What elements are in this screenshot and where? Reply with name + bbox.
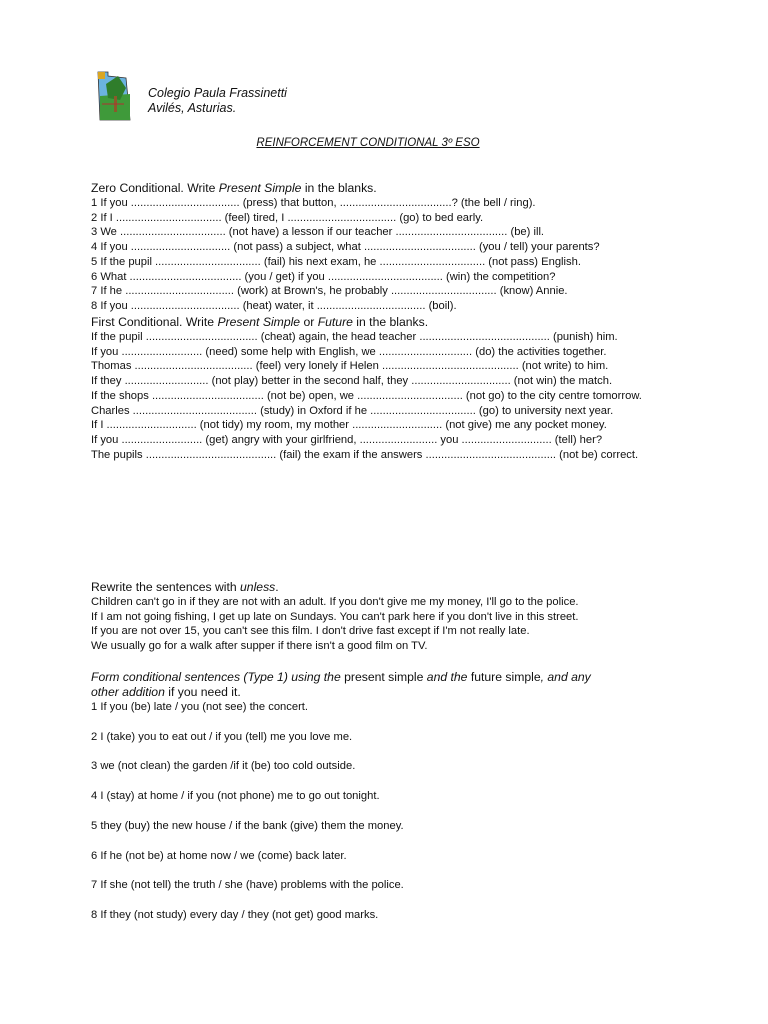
- exercise-item: 7 If she (not tell) the truth / she (have) problems with the police.: [91, 879, 404, 892]
- exercise-line: 1 If you ................................... (press) that button, ....................................? (the bell / ring).: [91, 197, 536, 209]
- exercise-line: 4 If you ................................ (not pass) a subject, what .................................... (you / tell) your parents?: [91, 241, 600, 254]
- first-conditional-section: [91, 315, 691, 462]
- first-conditional-heading: [91, 315, 691, 330]
- heading-emphasis: Present Simple: [217, 315, 301, 329]
- heading-emphasis: Present Simple: [218, 181, 302, 195]
- heading-emphasis: and the: [423, 670, 471, 684]
- exercise-line: If I ............................. (not tidy) my room, my mother ............................. (not give) me any pocket money.: [91, 419, 607, 432]
- zero-conditional-section: [91, 181, 691, 314]
- exercise-line: If you .......................... (get) angry with your girlfriend, ......................... you ............................. (tell) her?: [91, 433, 603, 446]
- exercise-line: The pupils .......................................... (fail) the exam if the answers .......................................... (not be) correct.: [91, 448, 639, 461]
- exercise-line: If you are not over 15, you can't see this film. I don't drive fast except if I'm not really late.: [91, 625, 530, 638]
- heading-text: First Conditional. Write: [91, 315, 218, 329]
- exercise-item: 3 we (not clean) the garden /if it (be) too cold outside.: [91, 760, 356, 773]
- exercise-line: Children can't go in if they are not with an adult. If you don't give me my money, I'll go to the police.: [91, 596, 579, 608]
- heading-text: or: [300, 315, 318, 329]
- exercise-line: If they ........................... (not play) better in the second half, they ................................ (not win) the match.: [91, 375, 613, 388]
- school-name: Colegio Paula Frassinetti: [148, 86, 287, 100]
- heading-emphasis: , and any: [540, 670, 591, 684]
- unless-heading: [91, 580, 691, 595]
- exercise-line: 5 If the pupil .................................. (fail) his next exam, he .................................. (not pass) English.: [91, 255, 581, 268]
- exercise-line: 7 If he ................................... (work) at Brown's, he probably .................................. (know) Annie.: [91, 285, 568, 298]
- exercise-line: Charles ........................................ (study) in Oxford if he .................................. (go) to university next year.: [91, 404, 614, 417]
- heading-text: in the blanks.: [352, 315, 429, 329]
- heading-text: Rewrite the sentences with: [91, 580, 241, 594]
- exercise-line: If the pupil .................................... (cheat) again, the head teacher .......................................... (punish) him.: [91, 331, 618, 343]
- heading-emphasis: unless: [240, 580, 276, 594]
- exercise-line: 2 If I .................................. (feel) tired, I ................................... (go) to bed early.: [91, 211, 484, 224]
- exercise-line: If I am not going fishing, I get up late on Sundays. You can't park here if you don't live in this street.: [91, 610, 579, 623]
- heading-text: present simple: [344, 670, 424, 684]
- exercise-line: 8 If you ................................... (heat) water, it ................................... (boil).: [91, 299, 457, 312]
- school-logo: [96, 70, 136, 122]
- exercise-line: 6 What .................................... (you / get) if you ..................................... (win) the competition?: [91, 270, 556, 283]
- exercise-line: We usually go for a walk after supper if there isn't a good film on TV.: [91, 640, 428, 653]
- exercise-line: If the shops .................................... (not be) open, we .................................. (not go) to the city centre tomorrow.: [91, 389, 642, 402]
- heading-emphasis: Future: [317, 315, 353, 329]
- type1-section: [91, 670, 691, 923]
- page-title: REINFORCEMENT CONDITIONAL 3º ESO: [256, 137, 480, 149]
- zero-conditional-heading: [91, 181, 691, 196]
- exercise-item: 4 I (stay) at home / if you (not phone) me to go out tonight.: [91, 790, 380, 803]
- heading-text: future simple: [470, 670, 541, 684]
- exercise-item: 2 I (take) you to eat out / if you (tell) me you love me.: [91, 730, 353, 743]
- heading-text: if you need it.: [164, 685, 241, 699]
- exercise-item: 6 If he (not be) at home now / we (come) back later.: [91, 849, 347, 862]
- exercise-item: 5 they (buy) the new house / if the bank (give) them the money.: [91, 819, 404, 832]
- heading-text: .: [275, 580, 279, 594]
- unless-section: [91, 580, 691, 654]
- heading-emphasis: other addition: [91, 685, 165, 699]
- exercise-item: 8 If they (not study) every day / they (not get) good marks.: [91, 908, 379, 921]
- school-location: Avilés, Asturias.: [148, 101, 237, 115]
- type1-heading: [91, 670, 691, 700]
- exercise-line: 3 We .................................. (not have) a lesson if our teacher .................................... (be) ill.: [91, 226, 545, 239]
- school-header: [148, 86, 287, 116]
- heading-text: Zero Conditional. Write: [91, 181, 219, 195]
- exercise-line: If you .......................... (need) some help with English, we .............................. (do) the activities together.: [91, 345, 607, 358]
- heading-text: in the blanks.: [301, 181, 377, 195]
- exercise-item: 1 If you (be) late / you (not see) the concert.: [91, 701, 309, 713]
- heading-emphasis: Form conditional sentences (Type 1) using the: [91, 670, 345, 684]
- exercise-line: Thomas ...................................... (feel) very lonely if Helen ............................................ (not write) to him.: [91, 360, 609, 373]
